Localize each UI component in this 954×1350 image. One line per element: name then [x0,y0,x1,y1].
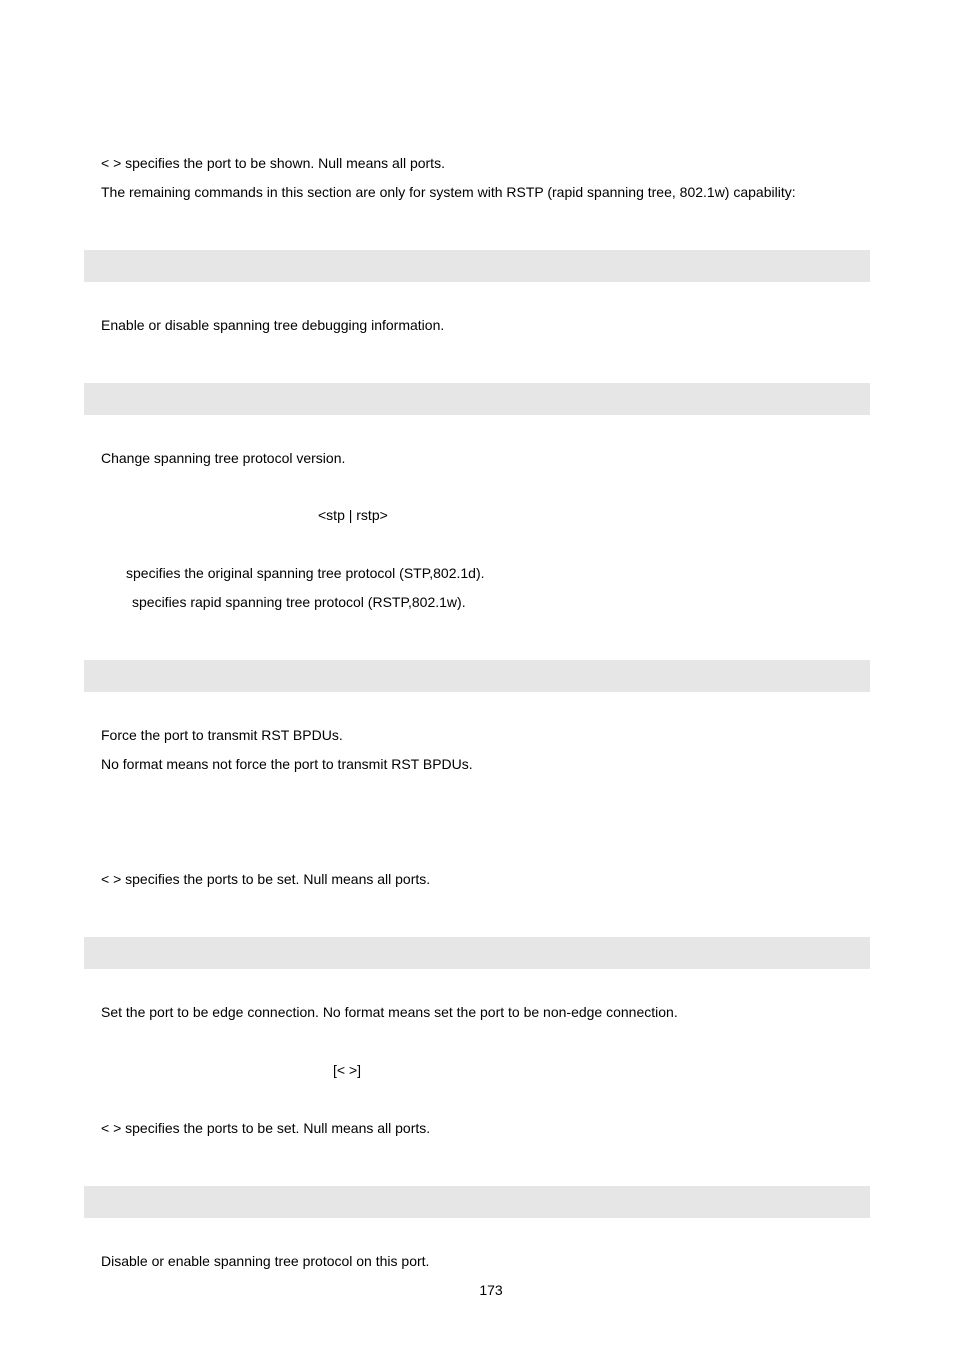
mcheck-description-2: No format means not force the port to transmit RST BPDUs. [101,756,473,772]
section-heading-bar-mcheck [84,660,870,692]
section-heading-bar-port-disable [84,1186,870,1218]
edge-description: Set the port to be edge connection. No format means set the port to be non-edge connection. [101,1004,678,1020]
debug-description: Enable or disable spanning tree debugging information. [101,317,445,333]
section-heading-bar-edge [84,937,870,969]
rstp-capability-note: The remaining commands in this section are only for system with RSTP (rapid spanning tree, 802.1w) capability: [101,184,796,200]
version-param-rstp: specifies rapid spanning tree protocol (RSTP,802.1w). [132,594,466,610]
page-number: 173 [479,1282,503,1298]
mcheck-description-1: Force the port to transmit RST BPDUs. [101,727,343,743]
edge-format-argument: [< >] [333,1062,362,1078]
port-show-note: < > specifies the port to be shown. Null means all ports. [101,155,445,171]
version-param-stp: specifies the original spanning tree protocol (STP,802.1d). [126,565,485,581]
section-heading-bar-debug [84,250,870,282]
mcheck-param-ports: < > specifies the ports to be set. Null means all ports. [101,871,431,887]
version-description: Change spanning tree protocol version. [101,450,346,466]
port-disable-description: Disable or enable spanning tree protocol on this port. [101,1253,430,1269]
section-heading-bar-version [84,383,870,415]
version-format-argument: <stp | rstp> [318,507,388,523]
edge-param-ports: < > specifies the ports to be set. Null means all ports. [101,1120,431,1136]
